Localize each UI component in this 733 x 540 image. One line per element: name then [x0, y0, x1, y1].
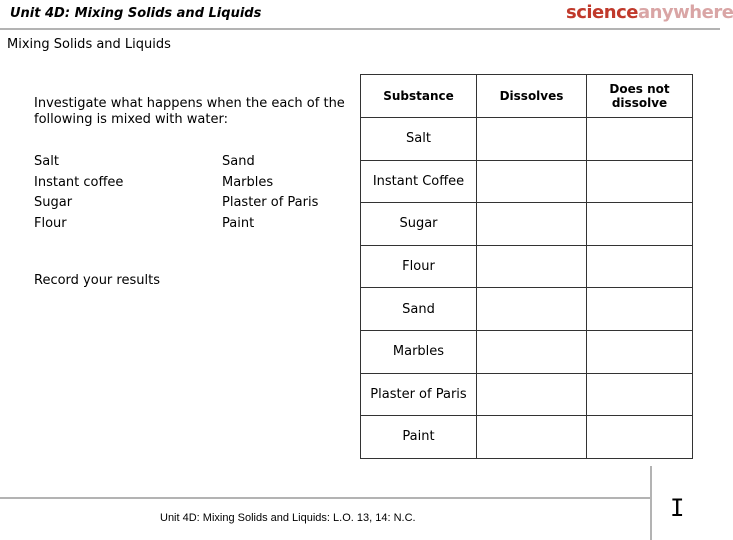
results-table — [360, 74, 693, 459]
does-not-dissolve-cell[interactable] — [587, 330, 693, 373]
does-not-dissolve-cell[interactable] — [587, 160, 693, 203]
dissolves-cell[interactable] — [477, 203, 587, 246]
table-row — [361, 288, 693, 331]
list-item: Instant coffee — [34, 174, 124, 190]
list-item: Sand — [222, 154, 255, 169]
science-anywhere-logo — [566, 2, 733, 23]
substance-cell: Paint — [361, 416, 477, 459]
substance-cell: Plaster of Paris — [361, 373, 477, 416]
footer-mark: I — [670, 494, 685, 522]
table-row — [361, 245, 693, 288]
header-substance: Substance — [361, 75, 477, 118]
substance-cell: Marbles — [361, 330, 477, 373]
list-item: Paint — [222, 215, 255, 231]
substance-cell: Sand — [361, 288, 477, 331]
dissolves-cell[interactable] — [477, 416, 587, 459]
substance-cell: Salt — [361, 118, 477, 161]
substance-cell: Sugar — [361, 203, 477, 246]
table-header-row — [361, 75, 693, 118]
table-row — [361, 330, 693, 373]
logo-part-science: science — [566, 2, 638, 23]
header-dissolves: Dissolves — [477, 75, 587, 118]
dissolves-cell[interactable] — [477, 245, 587, 288]
header-title: Unit 4D: Mixing Solids and Liquids — [10, 6, 262, 21]
list-item: Plaster of Paris — [222, 195, 319, 210]
dissolves-cell[interactable] — [477, 373, 587, 416]
substance-cell: Flour — [361, 245, 477, 288]
does-not-dissolve-cell[interactable] — [587, 288, 693, 331]
table-row — [361, 416, 693, 459]
instructions-text: Investigate what happens when the each of the following is mixed with water: — [34, 96, 345, 127]
substance-list-left — [34, 152, 123, 234]
header-does-not-dissolve: Does not dissolve — [587, 75, 693, 118]
footer-text: Unit 4D: Mixing Solids and Liquids: L.O. 13, 14: N.C. — [160, 512, 416, 524]
dissolves-cell[interactable] — [477, 160, 587, 203]
list-item: Salt — [34, 154, 59, 169]
footer-vertical-divider — [650, 466, 652, 540]
dissolves-cell[interactable] — [477, 330, 587, 373]
table-row — [361, 373, 693, 416]
list-item: Flour — [34, 215, 67, 231]
list-item: Sugar — [34, 195, 73, 210]
logo-part-anywhere: anywhere — [637, 2, 733, 23]
list-item: Marbles — [222, 174, 274, 190]
table-row — [361, 118, 693, 161]
footer-divider — [0, 497, 650, 499]
substance-list-right — [222, 152, 318, 234]
record-results-label: Record your results — [34, 273, 160, 288]
does-not-dissolve-cell[interactable] — [587, 373, 693, 416]
dissolves-cell[interactable] — [477, 288, 587, 331]
does-not-dissolve-cell[interactable] — [587, 203, 693, 246]
header-divider — [0, 28, 720, 30]
substance-cell: Instant Coffee — [361, 160, 477, 203]
dissolves-cell[interactable] — [477, 118, 587, 161]
does-not-dissolve-cell[interactable] — [587, 416, 693, 459]
does-not-dissolve-cell[interactable] — [587, 245, 693, 288]
table-row — [361, 203, 693, 246]
does-not-dissolve-cell[interactable] — [587, 118, 693, 161]
page-subtitle: Mixing Solids and Liquids — [7, 37, 171, 52]
table-row — [361, 160, 693, 203]
